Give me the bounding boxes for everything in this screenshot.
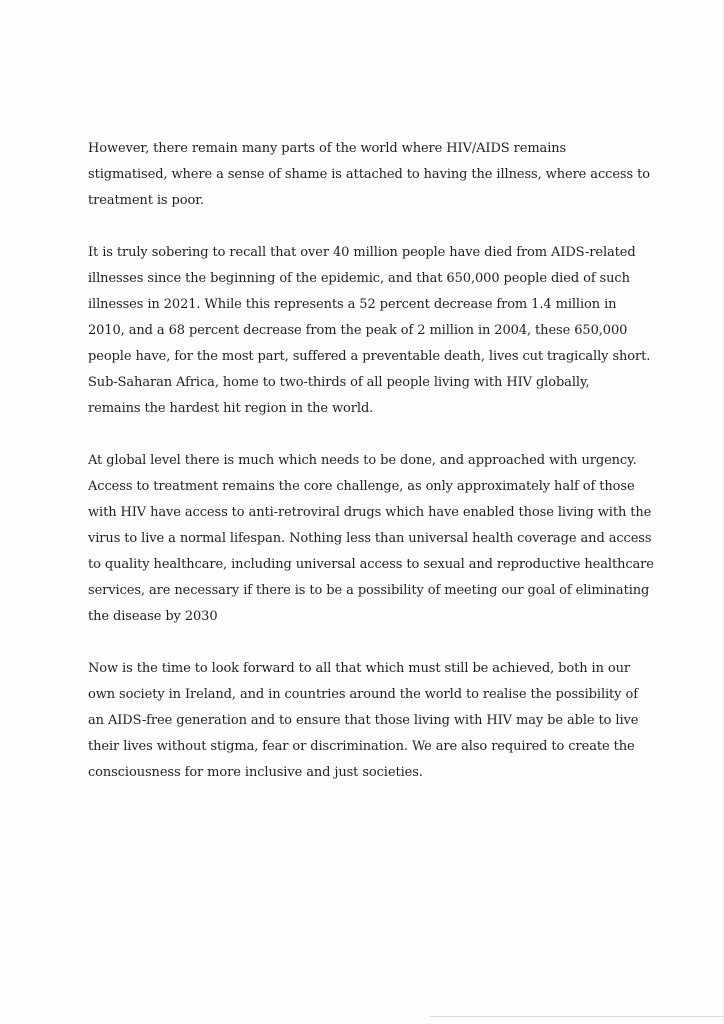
text-line: services, are necessary if there is to be a possibility of meeting our goal of eliminating xyxy=(88,583,650,598)
text-line: to quality healthcare, including universal access to sexual and reproductive healthcare xyxy=(88,557,654,572)
paragraph-stigma xyxy=(88,136,648,214)
text-line: Sub-Saharan Africa, home to two-thirds of all people living with HIV globally, xyxy=(88,375,590,390)
document-body xyxy=(88,136,654,812)
text-line: virus to live a normal lifespan. Nothing less than universal health coverage and access xyxy=(88,531,652,546)
text-line: It is truly sobering to recall that over 40 million people have died from AIDS-related xyxy=(88,245,636,260)
text-line: the disease by 2030 xyxy=(88,609,218,624)
text-line: 2010, and a 68 percent decrease from the peak of 2 million in 2004, these 650,000 xyxy=(88,323,628,338)
text-line: illnesses since the beginning of the epidemic, and that 650,000 people died of such xyxy=(88,271,630,286)
text-line: remains the hardest hit region in the world. xyxy=(88,401,374,416)
text-line: treatment is poor. xyxy=(88,193,204,208)
text-line: Access to treatment remains the core challenge, as only approximately half of those xyxy=(88,479,635,494)
text-line: illnesses in 2021. While this represents a 52 percent decrease from 1.4 million in xyxy=(88,297,617,312)
paragraph-global-action xyxy=(88,448,654,630)
text-line: At global level there is much which needs to be done, and approached with urgency. xyxy=(88,453,637,468)
text-line: Now is the time to look forward to all that which must still be achieved, both in our xyxy=(88,661,631,676)
paragraph-looking-forward xyxy=(88,656,648,786)
text-line: stigmatised, where a sense of shame is attached to having the illness, where access to xyxy=(88,167,650,182)
text-line: people have, for the most part, suffered a preventable death, lives cut tragically short. xyxy=(88,349,651,364)
paragraph-deaths-statistics xyxy=(88,240,651,422)
text-line: their lives without stigma, fear or discrimination. We are also required to create the xyxy=(88,739,635,754)
scan-bottom-line xyxy=(430,1016,724,1017)
text-line: However, there remain many parts of the world where HIV/AIDS remains xyxy=(88,141,567,156)
text-line: with HIV have access to anti-retroviral drugs which have enabled those living with the xyxy=(88,505,652,520)
text-line: own society in Ireland, and in countries around the world to realise the possibility of xyxy=(88,687,638,702)
text-line: consciousness for more inclusive and just societies. xyxy=(88,765,423,780)
text-line: an AIDS-free generation and to ensure that those living with HIV may be able to live xyxy=(88,713,639,728)
